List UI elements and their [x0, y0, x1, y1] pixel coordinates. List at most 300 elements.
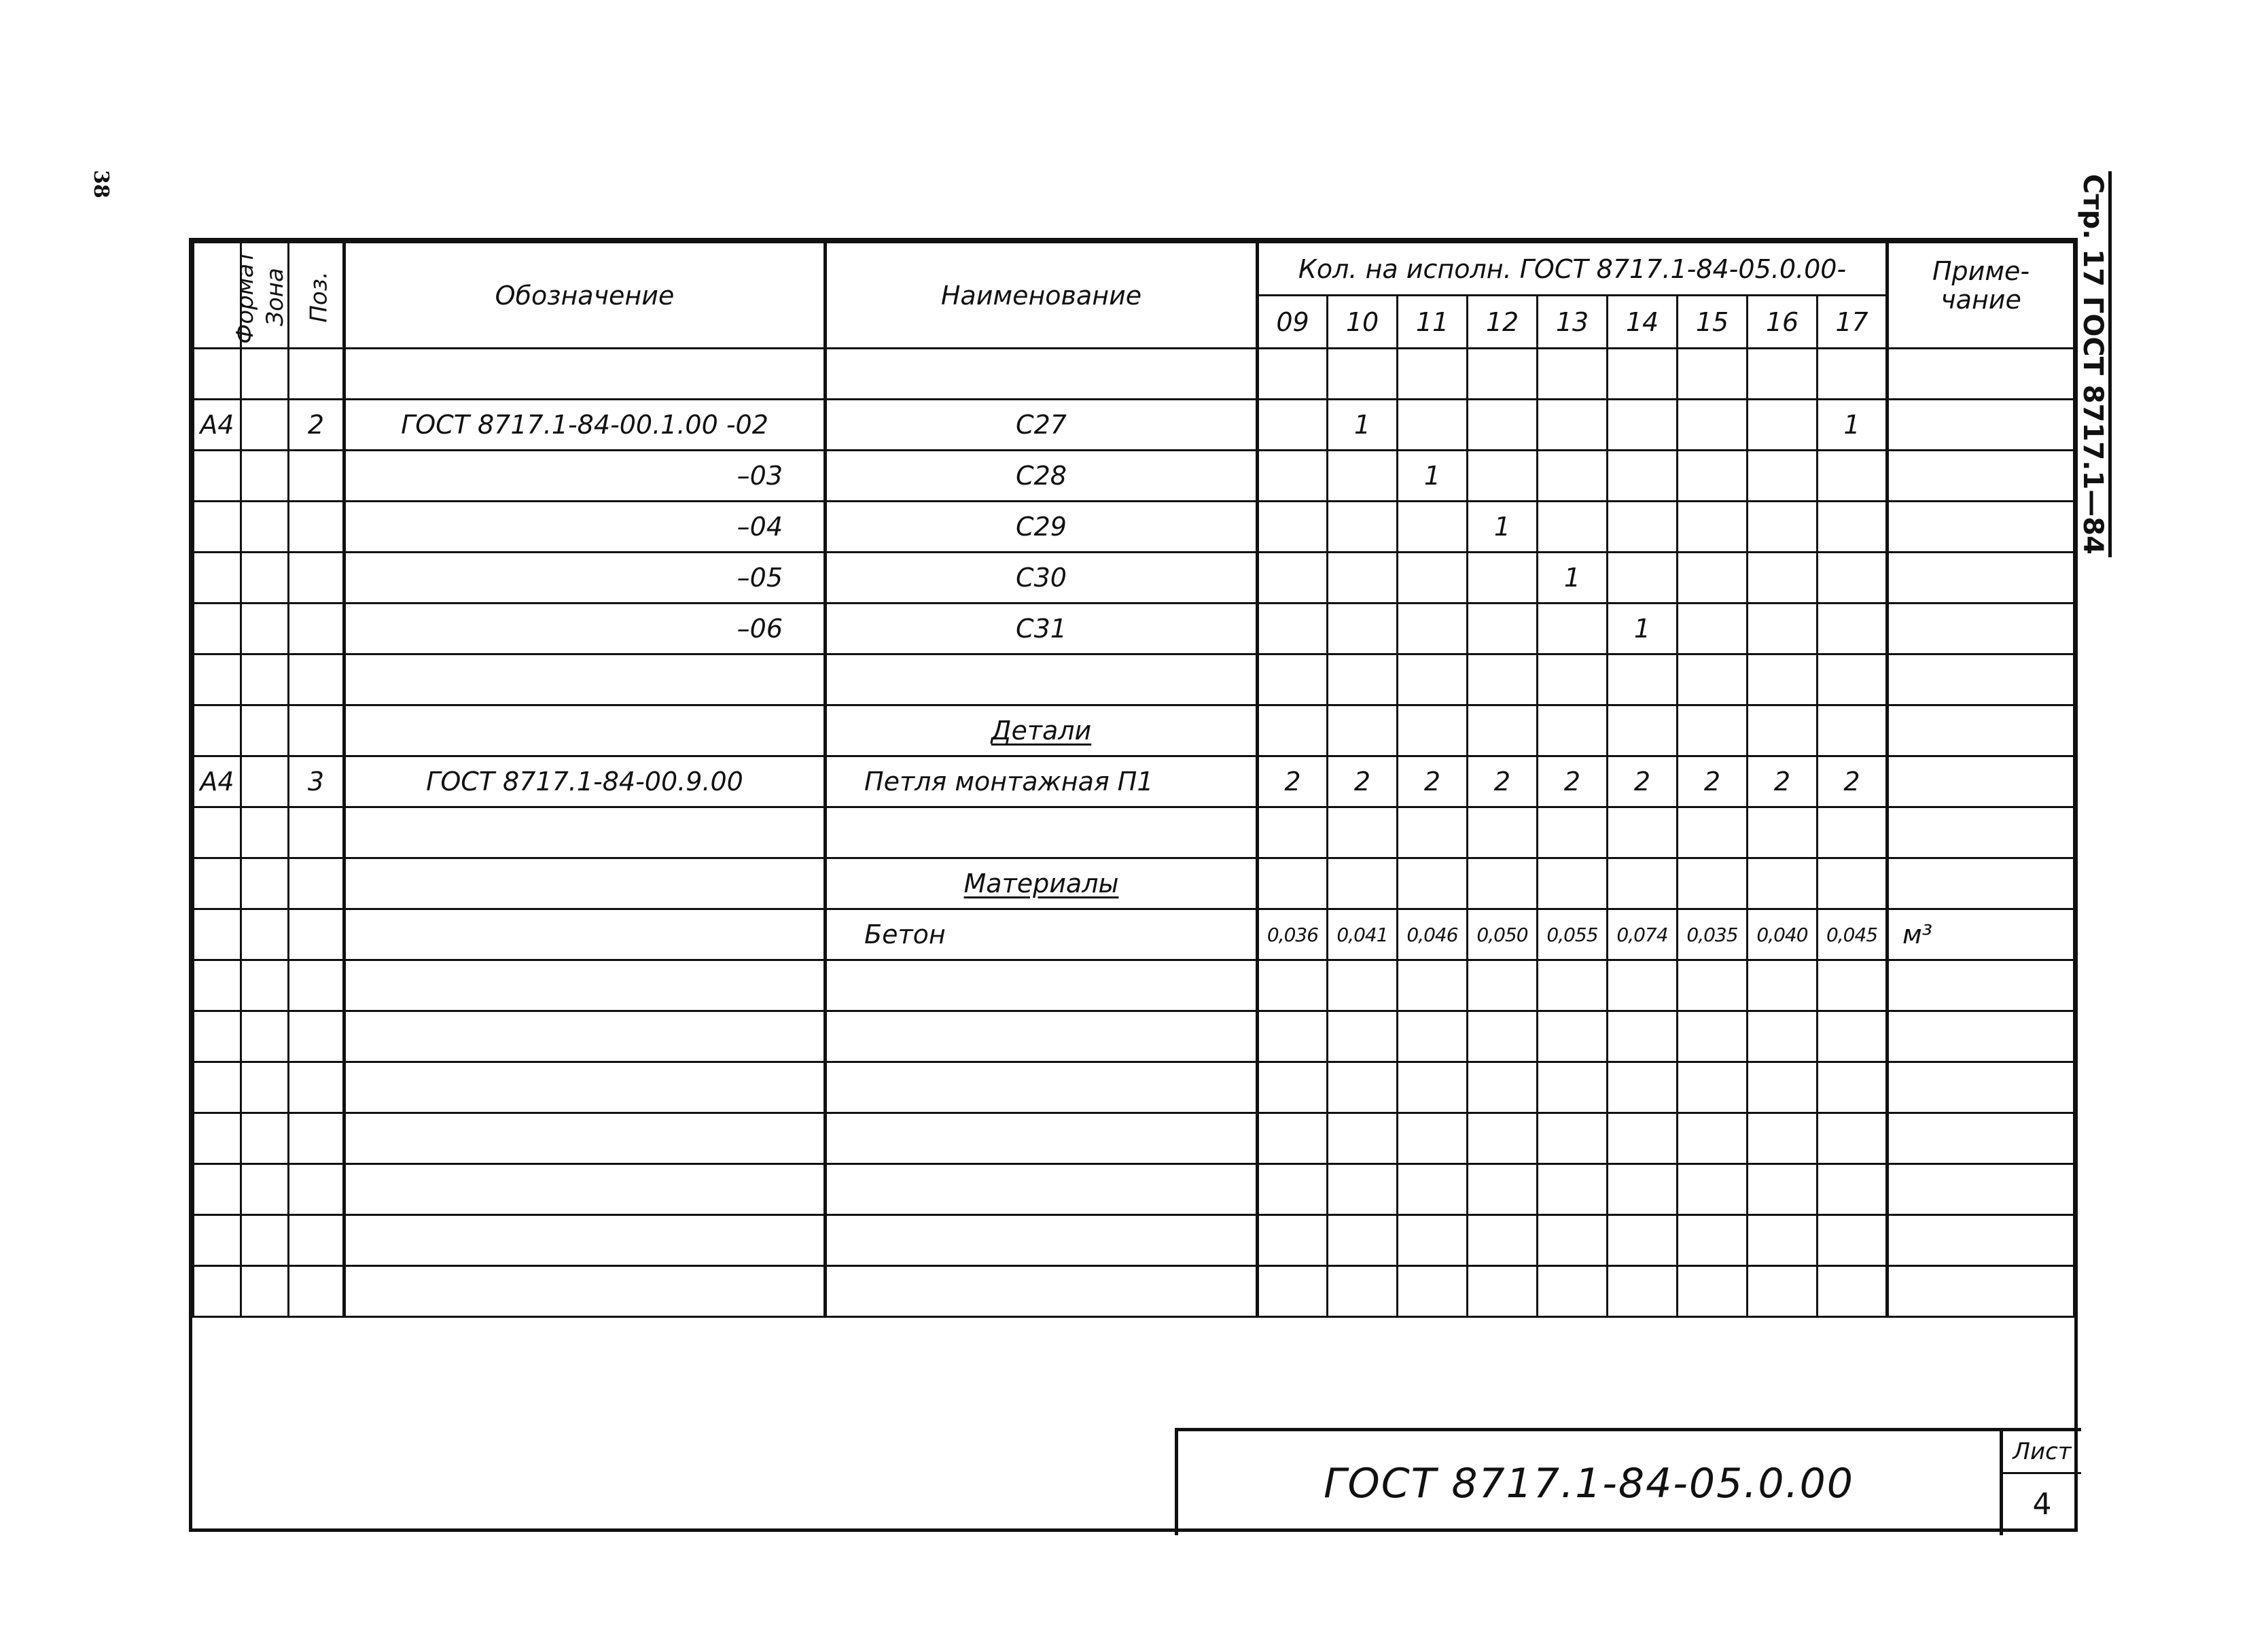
cell-qty: [1258, 858, 1328, 909]
cell-qty: [1608, 960, 1678, 1011]
cell-qty: [1608, 1011, 1678, 1062]
cell-qty: [1328, 502, 1398, 553]
cell-qty: [1328, 858, 1398, 909]
cell-note: [1888, 553, 2074, 604]
cell-qty: [1328, 1011, 1398, 1062]
cell-note: [1888, 1164, 2074, 1215]
cell-qty: [1468, 1062, 1538, 1113]
cell-format: [194, 858, 241, 909]
cell-qty: [1398, 654, 1468, 705]
cell-qty: [1608, 705, 1678, 756]
cell-qty: 2: [1398, 756, 1468, 807]
cell-qty: [1258, 1215, 1328, 1266]
cell-qty: [1398, 1215, 1468, 1266]
cell-qty: 0,036: [1258, 909, 1328, 960]
cell-pos: [289, 1266, 344, 1317]
cell-name: [826, 654, 1258, 705]
cell-designation: [344, 1164, 826, 1215]
cell-qty: 0,040: [1748, 909, 1818, 960]
cell-qty: [1748, 502, 1818, 553]
side-header: Стр. 17 ГОСТ 8717.1—84: [2077, 171, 2112, 557]
cell-qty: [1748, 1113, 1818, 1164]
table-row: [194, 858, 2074, 909]
cell-pos: [289, 654, 344, 705]
cell-qty: [1538, 654, 1608, 705]
cell-format: [194, 1215, 241, 1266]
cell-format: [194, 502, 241, 553]
header-qty-group: Кол. на исполн. ГОСТ 8717.1-84-05.0.00-: [1258, 243, 1888, 296]
cell-note: [1888, 705, 2074, 756]
cell-note: [1888, 349, 2074, 400]
cell-qty: 1: [1398, 451, 1468, 502]
cell-note: [1888, 1215, 2074, 1266]
header-variant-11: 11: [1398, 296, 1468, 349]
cell-qty: [1328, 553, 1398, 604]
cell-designation: [344, 1062, 826, 1113]
cell-qty: [1258, 349, 1328, 400]
cell-qty: [1328, 960, 1398, 1011]
cell-qty: [1748, 654, 1818, 705]
cell-qty: [1468, 451, 1538, 502]
cell-name: [826, 1266, 1258, 1317]
cell-qty: [1538, 807, 1608, 858]
cell-qty: [1398, 807, 1468, 858]
header-variant-17: 17: [1818, 296, 1888, 349]
cell-qty: [1258, 502, 1328, 553]
cell-designation: –06: [344, 604, 826, 654]
cell-qty: [1468, 1164, 1538, 1215]
cell-qty: 0,041: [1328, 909, 1398, 960]
cell-zone: [241, 400, 289, 451]
cell-name: С31: [826, 604, 1258, 654]
cell-qty: [1258, 705, 1328, 756]
cell-zone: [241, 756, 289, 807]
table-row: [194, 502, 2074, 553]
cell-qty: [1328, 705, 1398, 756]
table-row: [194, 960, 2074, 1011]
cell-qty: [1398, 960, 1468, 1011]
cell-qty: [1398, 553, 1468, 604]
cell-name: [826, 349, 1258, 400]
cell-qty: [1608, 400, 1678, 451]
cell-pos: [289, 1062, 344, 1113]
table-row: [194, 604, 2074, 654]
cell-qty: [1398, 1011, 1468, 1062]
cell-format: А4: [194, 756, 241, 807]
cell-qty: [1468, 705, 1538, 756]
cell-qty: [1748, 1011, 1818, 1062]
cell-qty: [1538, 604, 1608, 654]
cell-pos: [289, 502, 344, 553]
cell-qty: [1608, 553, 1678, 604]
cell-qty: [1608, 1164, 1678, 1215]
cell-qty: [1398, 858, 1468, 909]
header-zone: Зона: [241, 243, 289, 349]
cell-qty: [1678, 553, 1748, 604]
cell-qty: [1678, 1062, 1748, 1113]
cell-pos: [289, 349, 344, 400]
table-row: [194, 1062, 2074, 1113]
cell-qty: 0,055: [1538, 909, 1608, 960]
cell-qty: [1468, 960, 1538, 1011]
cell-qty: [1538, 960, 1608, 1011]
cell-qty: [1398, 502, 1468, 553]
cell-qty: [1258, 1011, 1328, 1062]
cell-designation: [344, 909, 826, 960]
cell-qty: [1468, 1266, 1538, 1317]
cell-qty: [1328, 451, 1398, 502]
cell-qty: [1818, 705, 1888, 756]
cell-qty: 2: [1468, 756, 1538, 807]
cell-qty: 1: [1328, 400, 1398, 451]
cell-qty: 2: [1678, 756, 1748, 807]
cell-zone: [241, 705, 289, 756]
cell-qty: [1748, 1062, 1818, 1113]
cell-name: [826, 858, 1258, 909]
cell-qty: [1678, 1266, 1748, 1317]
cell-qty: [1748, 1266, 1818, 1317]
cell-qty: [1398, 1164, 1468, 1215]
cell-pos: [289, 1011, 344, 1062]
cell-qty: [1818, 1266, 1888, 1317]
cell-note: [1888, 1062, 2074, 1113]
cell-zone: [241, 604, 289, 654]
cell-note: м³: [1888, 909, 2074, 960]
cell-qty: [1678, 705, 1748, 756]
cell-designation: [344, 807, 826, 858]
cell-qty: 2: [1328, 756, 1398, 807]
cell-qty: [1818, 349, 1888, 400]
cell-zone: [241, 1011, 289, 1062]
cell-zone: [241, 1062, 289, 1113]
cell-designation: [344, 1011, 826, 1062]
title-block: [1175, 1428, 2081, 1535]
header-variant-16: 16: [1748, 296, 1818, 349]
cell-qty: [1818, 858, 1888, 909]
cell-qty: [1538, 451, 1608, 502]
cell-zone: [241, 1215, 289, 1266]
cell-format: [194, 604, 241, 654]
cell-qty: [1258, 451, 1328, 502]
cell-qty: [1538, 705, 1608, 756]
cell-qty: [1608, 502, 1678, 553]
cell-qty: [1678, 451, 1748, 502]
cell-qty: [1258, 400, 1328, 451]
cell-qty: [1328, 604, 1398, 654]
cell-qty: [1818, 1164, 1888, 1215]
cell-qty: [1608, 451, 1678, 502]
cell-qty: 0,046: [1398, 909, 1468, 960]
cell-qty: [1538, 502, 1608, 553]
cell-pos: [289, 553, 344, 604]
cell-qty: [1608, 1215, 1678, 1266]
cell-name: С27: [826, 400, 1258, 451]
cell-note: [1888, 1113, 2074, 1164]
header-designation: Обозначение: [344, 243, 826, 349]
cell-qty: 2: [1608, 756, 1678, 807]
cell-note: [1888, 807, 2074, 858]
cell-qty: [1398, 1266, 1468, 1317]
table-row: [194, 451, 2074, 502]
cell-qty: [1398, 1113, 1468, 1164]
cell-pos: [289, 1164, 344, 1215]
cell-qty: [1678, 654, 1748, 705]
cell-designation: [344, 349, 826, 400]
cell-pos: [289, 960, 344, 1011]
cell-qty: [1818, 807, 1888, 858]
cell-note: [1888, 654, 2074, 705]
cell-designation: [344, 858, 826, 909]
cell-zone: [241, 807, 289, 858]
cell-qty: [1398, 604, 1468, 654]
cell-name: Бетон: [826, 909, 1258, 960]
cell-designation: –04: [344, 502, 826, 553]
cell-zone: [241, 960, 289, 1011]
cell-pos: [289, 604, 344, 654]
cell-qty: [1818, 1215, 1888, 1266]
cell-qty: [1678, 1113, 1748, 1164]
cell-qty: [1468, 1113, 1538, 1164]
cell-qty: [1468, 1011, 1538, 1062]
cell-qty: [1818, 654, 1888, 705]
cell-qty: [1608, 858, 1678, 909]
cell-pos: [289, 858, 344, 909]
cell-designation: [344, 960, 826, 1011]
cell-qty: 2: [1538, 756, 1608, 807]
cell-qty: [1258, 1266, 1328, 1317]
spec-sheet-frame: [189, 238, 2078, 1532]
cell-qty: [1538, 1062, 1608, 1113]
cell-note: [1888, 400, 2074, 451]
cell-designation: ГОСТ 8717.1-84-00.1.00 -02: [344, 400, 826, 451]
cell-format: [194, 451, 241, 502]
section-title: Материалы: [963, 869, 1119, 898]
cell-qty: [1748, 807, 1818, 858]
cell-zone: [241, 1266, 289, 1317]
cell-qty: [1258, 1164, 1328, 1215]
cell-qty: [1258, 654, 1328, 705]
cell-qty: [1748, 349, 1818, 400]
cell-zone: [241, 349, 289, 400]
cell-name: С29: [826, 502, 1258, 553]
cell-qty: [1678, 858, 1748, 909]
cell-qty: 1: [1818, 400, 1888, 451]
cell-qty: [1678, 1164, 1748, 1215]
cell-qty: [1328, 1062, 1398, 1113]
cell-qty: [1468, 604, 1538, 654]
cell-name: [826, 1113, 1258, 1164]
cell-qty: [1398, 349, 1468, 400]
cell-note: [1888, 858, 2074, 909]
header-variant-12: 12: [1468, 296, 1538, 349]
cell-name: С28: [826, 451, 1258, 502]
table-row: [194, 654, 2074, 705]
table-row: [194, 756, 2074, 807]
table-row: [194, 400, 2074, 451]
cell-format: А4: [194, 400, 241, 451]
cell-qty: [1538, 1164, 1608, 1215]
header-note: Приме- чание: [1888, 243, 2074, 349]
cell-note: [1888, 502, 2074, 553]
cell-qty: [1608, 349, 1678, 400]
cell-format: [194, 349, 241, 400]
cell-qty: [1748, 858, 1818, 909]
cell-qty: [1398, 1062, 1468, 1113]
cell-zone: [241, 553, 289, 604]
cell-qty: 0,074: [1608, 909, 1678, 960]
cell-designation: [344, 654, 826, 705]
table-row: [194, 1113, 2074, 1164]
cell-note: [1888, 960, 2074, 1011]
cell-name: [826, 807, 1258, 858]
cell-qty: 2: [1258, 756, 1328, 807]
page-number: 38: [89, 170, 113, 198]
cell-zone: [241, 858, 289, 909]
cell-qty: [1818, 502, 1888, 553]
cell-qty: [1818, 1113, 1888, 1164]
cell-qty: 1: [1538, 553, 1608, 604]
cell-qty: [1328, 1113, 1398, 1164]
title-block-sheet-number: 4: [2032, 1487, 2052, 1522]
table-row: [194, 807, 2074, 858]
cell-qty: [1818, 451, 1888, 502]
cell-pos: [289, 451, 344, 502]
cell-qty: [1748, 1215, 1818, 1266]
cell-qty: [1608, 654, 1678, 705]
cell-qty: [1748, 553, 1818, 604]
header-row-top: [194, 243, 2074, 296]
header-pos: Поз.: [289, 243, 344, 349]
table-row: [194, 1011, 2074, 1062]
cell-qty: [1258, 553, 1328, 604]
cell-zone: [241, 654, 289, 705]
cell-qty: [1678, 349, 1748, 400]
cell-qty: [1328, 654, 1398, 705]
cell-designation: –03: [344, 451, 826, 502]
cell-qty: [1468, 807, 1538, 858]
cell-qty: [1258, 1113, 1328, 1164]
cell-name: [826, 1164, 1258, 1215]
cell-pos: 2: [289, 400, 344, 451]
cell-zone: [241, 1113, 289, 1164]
specification-table: [192, 241, 2075, 1318]
cell-zone: [241, 909, 289, 960]
cell-qty: 1: [1608, 604, 1678, 654]
cell-pos: [289, 705, 344, 756]
cell-name: С30: [826, 553, 1258, 604]
cell-qty: [1328, 349, 1398, 400]
cell-qty: [1678, 502, 1748, 553]
cell-qty: [1328, 807, 1398, 858]
cell-qty: 0,045: [1818, 909, 1888, 960]
cell-qty: [1398, 400, 1468, 451]
cell-qty: 1: [1468, 502, 1538, 553]
cell-name: [826, 1011, 1258, 1062]
cell-pos: 3: [289, 756, 344, 807]
cell-format: [194, 1266, 241, 1317]
cell-qty: [1538, 1113, 1608, 1164]
cell-note: [1888, 1011, 2074, 1062]
cell-qty: [1678, 1011, 1748, 1062]
cell-zone: [241, 502, 289, 553]
cell-format: [194, 705, 241, 756]
cell-pos: [289, 909, 344, 960]
cell-qty: [1468, 400, 1538, 451]
table-row: [194, 349, 2074, 400]
cell-zone: [241, 1164, 289, 1215]
cell-name: [826, 960, 1258, 1011]
cell-qty: [1608, 1113, 1678, 1164]
cell-designation: [344, 1215, 826, 1266]
cell-qty: [1328, 1215, 1398, 1266]
title-block-sheet-label: Лист: [2003, 1431, 2081, 1474]
cell-designation: [344, 705, 826, 756]
cell-qty: [1818, 604, 1888, 654]
cell-qty: [1678, 807, 1748, 858]
cell-name: [826, 1215, 1258, 1266]
cell-qty: [1538, 349, 1608, 400]
cell-qty: [1608, 807, 1678, 858]
cell-qty: [1748, 604, 1818, 654]
cell-format: [194, 909, 241, 960]
cell-qty: [1398, 705, 1468, 756]
cell-qty: [1328, 1266, 1398, 1317]
cell-qty: 0,050: [1468, 909, 1538, 960]
cell-qty: [1748, 451, 1818, 502]
cell-qty: [1468, 858, 1538, 909]
table-row: [194, 1164, 2074, 1215]
cell-note: [1888, 604, 2074, 654]
cell-format: [194, 553, 241, 604]
cell-pos: [289, 807, 344, 858]
cell-format: [194, 654, 241, 705]
cell-designation: –05: [344, 553, 826, 604]
header-variant-14: 14: [1608, 296, 1678, 349]
cell-qty: [1678, 604, 1748, 654]
cell-qty: [1678, 400, 1748, 451]
cell-qty: [1258, 1062, 1328, 1113]
cell-qty: [1678, 1215, 1748, 1266]
cell-qty: [1538, 858, 1608, 909]
table-row: [194, 705, 2074, 756]
cell-format: [194, 1062, 241, 1113]
cell-qty: 2: [1748, 756, 1818, 807]
table-row: [194, 1266, 2074, 1317]
cell-qty: 2: [1818, 756, 1888, 807]
cell-qty: [1468, 1215, 1538, 1266]
section-title: Детали: [991, 716, 1092, 746]
cell-qty: 0,035: [1678, 909, 1748, 960]
header-format: Формат: [194, 243, 241, 349]
cell-qty: [1748, 705, 1818, 756]
cell-qty: [1608, 1266, 1678, 1317]
cell-name: Петля монтажная П1: [826, 756, 1258, 807]
table-row: [194, 553, 2074, 604]
cell-name: [826, 705, 1258, 756]
cell-qty: [1538, 1215, 1608, 1266]
title-block-document: ГОСТ 8717.1-84-05.0.00: [1178, 1431, 2003, 1535]
header-name: Наименование: [826, 243, 1258, 349]
cell-pos: [289, 1113, 344, 1164]
cell-format: [194, 1113, 241, 1164]
cell-qty: [1818, 1062, 1888, 1113]
cell-qty: [1258, 807, 1328, 858]
cell-qty: [1468, 553, 1538, 604]
cell-qty: [1538, 400, 1608, 451]
cell-note: [1888, 1266, 2074, 1317]
cell-qty: [1468, 654, 1538, 705]
header-variant-09: 09: [1258, 296, 1328, 349]
